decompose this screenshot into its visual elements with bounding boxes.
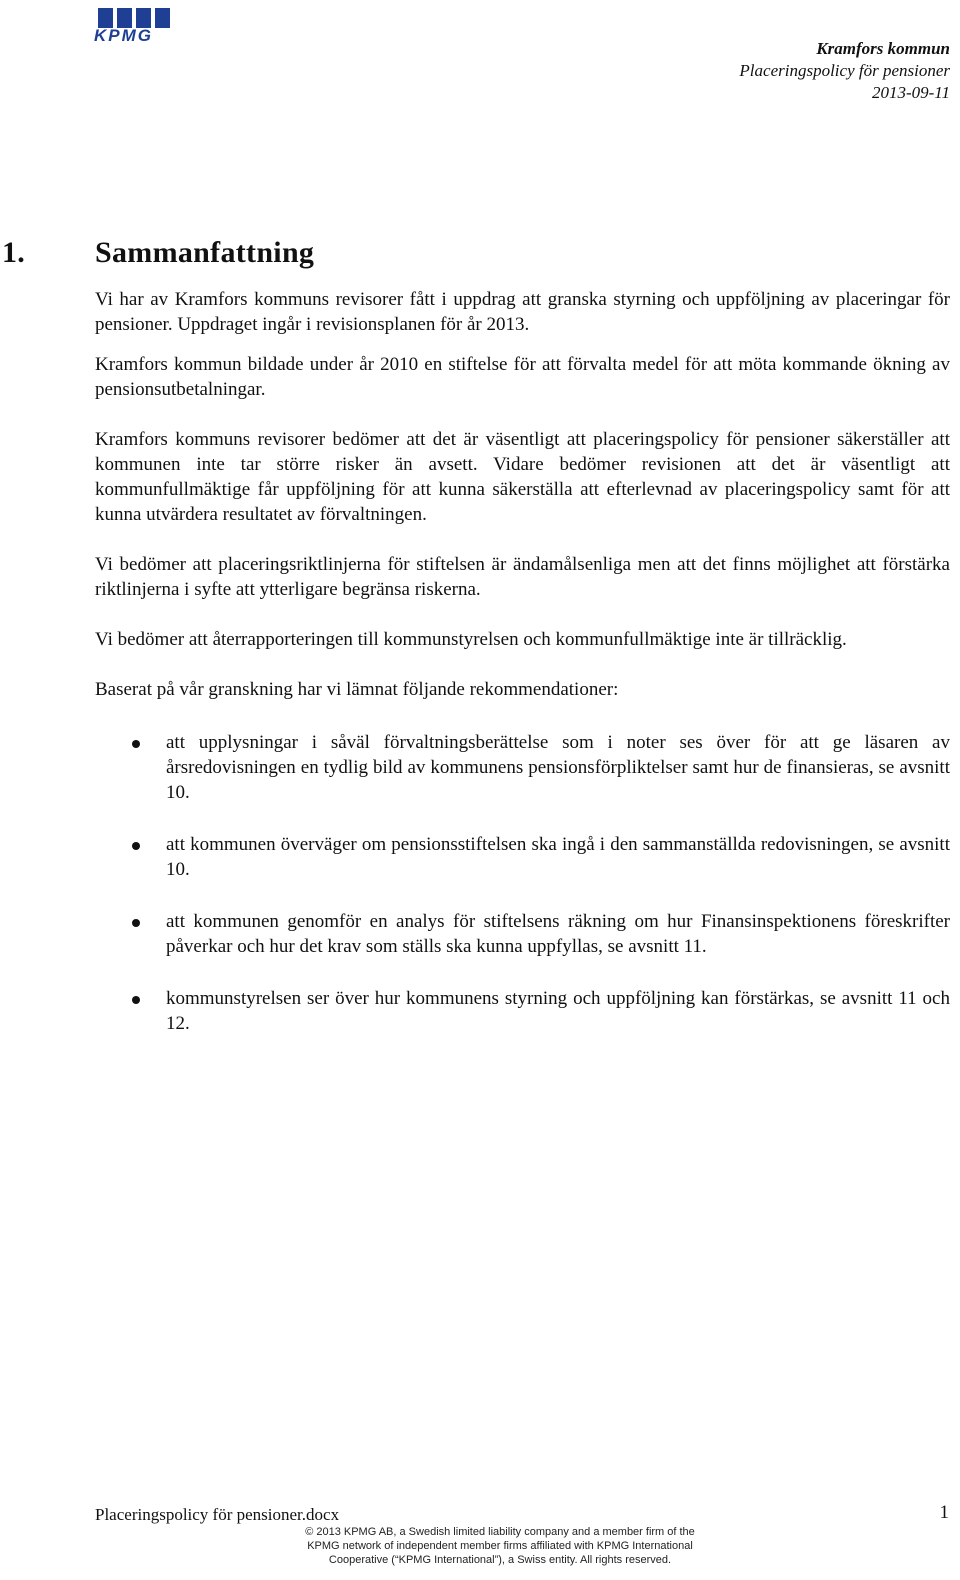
paragraph: Kramfors kommuns revisorer bedömer att det är väsentligt att placeringspolicy för pensioner säkerställer att kommunen inte tar större risker än avsett. Vidare bedömer revisionen att det är väsentligt att kommunfullmäktige får uppföljning för att kunna säkerställa att efterlevnad av placeringspolicy samt för att kunna utvärdera resultatet av förvaltningen. bbox=[95, 429, 950, 525]
header-organization: Kramfors kommun bbox=[816, 39, 950, 58]
list-item bbox=[95, 909, 950, 959]
list-item bbox=[95, 730, 950, 805]
list-item bbox=[95, 986, 950, 1036]
list-item-text: kommunstyrelsen ser över hur kommunens styrning och uppföljning kan förstärkas, se avsnitt 11 och 12. bbox=[166, 988, 950, 1034]
logo-box-3 bbox=[136, 8, 151, 28]
logo-text: KPMG bbox=[94, 26, 153, 44]
list-item-text: att kommunen genomför en analys för stiftelsens räkning om hur Finansinspektionens föreskrifter påverkar och hur det krav som ställs ska kunna uppfyllas, se avsnitt 11. bbox=[166, 911, 950, 957]
section-number: 1. bbox=[2, 236, 26, 269]
bullet-icon bbox=[132, 740, 140, 748]
section-title: Sammanfattning bbox=[95, 236, 315, 269]
list-item bbox=[95, 832, 950, 882]
paragraph: Vi har av Kramfors kommuns revisorer fått i uppdrag att granska styrning och uppföljning av placeringar för pensioner. Uppdraget ingår i revisionsplanen för år 2013. bbox=[95, 289, 950, 335]
page-number: 1 bbox=[939, 1502, 949, 1523]
bullet-icon bbox=[132, 842, 140, 850]
list-item-text: att upplysningar i såväl förvaltningsberättelse som i noter ses över för att ge läsaren av årsredovisningen en tydlig bild av kommunens pensionsförpliktelser samt hur de finansieras, se avsnitt 10. bbox=[166, 732, 950, 803]
copyright-line: Cooperative (“KPMG International”), a Swiss entity. All rights reserved. bbox=[328, 1554, 672, 1566]
copyright-line: KPMG network of independent member firms affiliated with KPMG International bbox=[307, 1540, 693, 1552]
document-header bbox=[739, 38, 950, 104]
footer-copyright bbox=[240, 1525, 760, 1567]
document-body bbox=[95, 287, 950, 1063]
logo-box-2 bbox=[117, 8, 132, 28]
bullet-icon bbox=[132, 996, 140, 1004]
kpmg-logo bbox=[92, 6, 184, 44]
paragraph: Vi bedömer att återrapporteringen till kommunstyrelsen och kommunfullmäktige inte är tillräcklig. bbox=[95, 629, 847, 650]
recommendations-list bbox=[95, 730, 950, 1036]
copyright-line: © 2013 KPMG AB, a Swedish limited liability company and a member firm of the bbox=[305, 1526, 695, 1538]
paragraph: Baserat på vår granskning har vi lämnat följande rekommendationer: bbox=[95, 679, 619, 700]
list-item-text: att kommunen överväger om pensionsstiftelsen ska ingå i den sammanställda redovisningen, se avsnitt 10. bbox=[166, 834, 950, 880]
paragraph: Vi bedömer att placeringsriktlinjerna för stiftelsen är ändamålsenliga men att det finns möjlighet att förstärka riktlinjerna i syfte att ytterligare begränsa riskerna. bbox=[95, 554, 950, 600]
footer-document-name: Placeringspolicy för pensioner.docx bbox=[95, 1505, 340, 1524]
logo-box-4 bbox=[155, 8, 170, 28]
logo-box-1 bbox=[98, 8, 113, 28]
header-subtitle: Placeringspolicy för pensioner bbox=[739, 61, 950, 80]
paragraph: Kramfors kommun bildade under år 2010 en stiftelse för att förvalta medel för att möta kommande ökning av pensionsutbetalningar. bbox=[95, 354, 950, 400]
header-date: 2013-09-11 bbox=[871, 83, 950, 102]
bullet-icon bbox=[132, 919, 140, 927]
